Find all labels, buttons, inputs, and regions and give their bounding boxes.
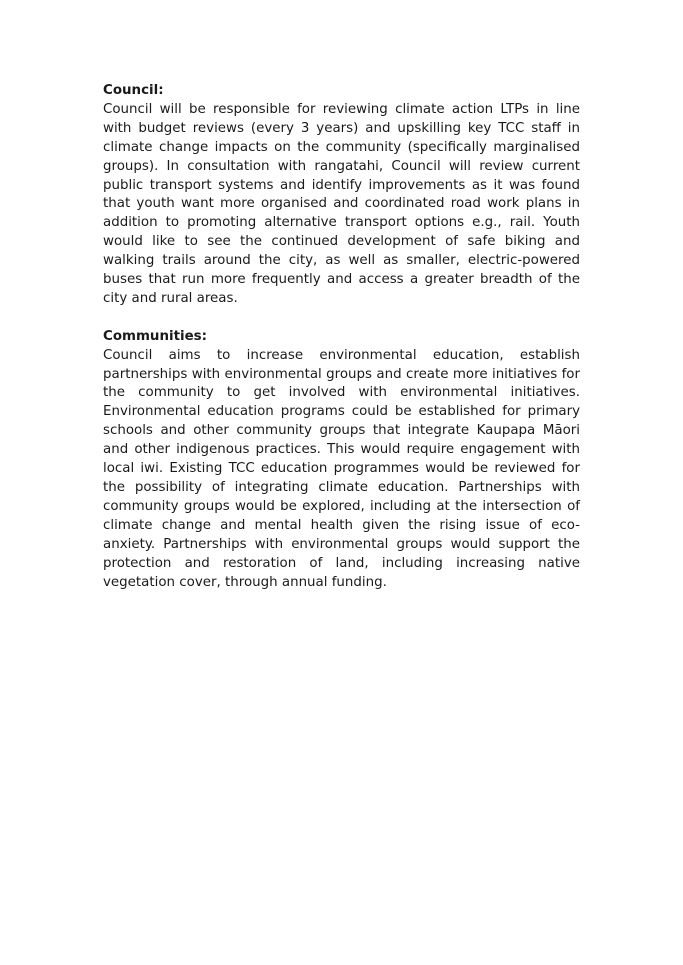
document-body [103,82,580,592]
section-heading: Council: [103,83,164,98]
section-council [103,82,580,309]
section-heading: Communities: [103,328,207,344]
section-paragraph: Council aims to increase environmental education, establish partnerships with environmental groups and create more initiatives for the community to get involved with environmental initiatives. Environmental education programs could be established for primary schools and other community groups that integrate Kaupapa Māori and other indigenous practices. This would require engagement with local iwi. Existing TCC education programmes would be reviewed for the possibility of integrating climate education. Partnerships with community groups would be explored, including at the intersection of climate change and mental health given the rising issue of eco-anxiety. Partnerships with environmental groups would support the protection and restoration of land, including increasing native vegetation cover, through annual funding. [103,347,580,590]
section-communities [103,328,580,593]
section-paragraph: Council will be responsible for reviewing climate action LTPs in line with budget reviews (every 3 years) and upskilling key TCC staff in climate change impacts on the community (specifically marginalised groups). In consultation with rangatahi, Council will review current public transport systems and identify improvements as it was found that youth want more organised and coordinated road work plans in addition to promoting alternative transport options e.g., rail. Youth would like to see the continued development of safe biking and walking trails around the city, as well as smaller, electric-powered buses that run more frequently and access a greater breadth of the city and rural areas. [103,101,580,306]
